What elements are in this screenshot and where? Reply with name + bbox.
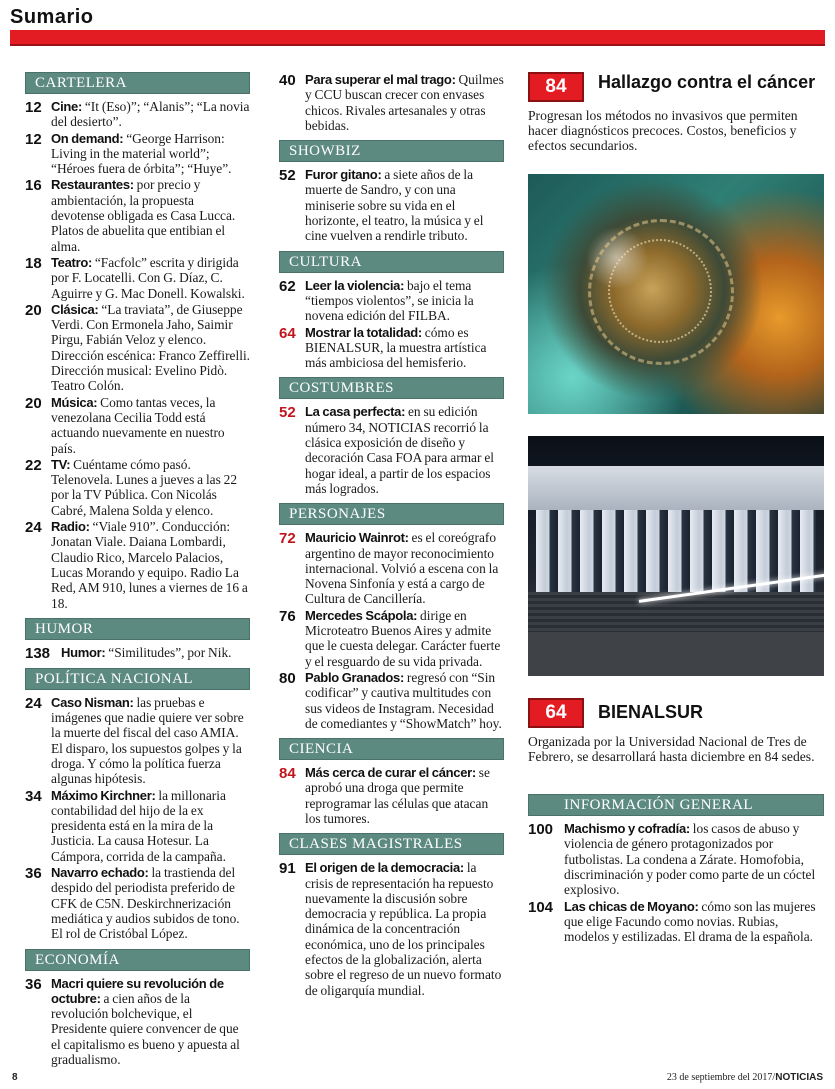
list-item (25, 99, 250, 130)
section-heading-cartelera: CARTELERA (25, 72, 250, 94)
list-item (25, 976, 250, 1068)
page-reference: 100 (528, 821, 554, 839)
item-label: Furor gitano: (305, 167, 382, 183)
item-label: TV: (51, 456, 71, 472)
item-text (305, 608, 504, 669)
item-label: Leer la violencia: (305, 277, 405, 293)
item-label: Las chicas de Moyano: (564, 898, 699, 914)
list-item (279, 765, 504, 826)
cancer-cell-image (528, 174, 824, 414)
item-text (51, 177, 250, 253)
item-label: Caso Nisman: (51, 694, 134, 710)
item-label: Música: (51, 394, 98, 410)
item-description: Quilmes y CCU buscan crecer con envases chicos. Rivales artesanales y otras bebidas. (305, 72, 504, 133)
list-item (25, 302, 250, 394)
section-heading-informacion: INFORMACIÓN GENERAL (528, 794, 824, 816)
page-reference: 16 (25, 177, 42, 195)
item-label: Teatro: (51, 254, 92, 270)
item-description: bajo el tema “tiempos violentos”, se inicia la novena edición del FILBA. (305, 277, 474, 324)
section-clases-list (279, 860, 504, 998)
item-label: Mercedes Scápola: (305, 607, 418, 623)
list-item (25, 255, 250, 301)
section-politica-list (25, 695, 250, 942)
section-heading-politica: POLÍTICA NACIONAL (25, 668, 250, 690)
page-reference: 138 (25, 644, 51, 662)
section-heading-humor: HUMOR (25, 618, 250, 640)
item-text (564, 899, 824, 945)
section-heading-economia: ECONOMÍA (25, 949, 250, 971)
footer-credit (667, 1072, 823, 1083)
section-heading-personajes: PERSONAJES (279, 503, 504, 525)
page-reference: 20 (25, 394, 42, 412)
item-label: Mauricio Wainrot: (305, 530, 409, 546)
page-reference: 34 (25, 787, 42, 805)
page-reference: 40 (279, 72, 296, 89)
item-text (51, 395, 250, 456)
item-description: en su edición número 34, NOTICIAS recorrió la clásica exposición de diseño y decoración Casa FOA para armar el hogar ideal, a partir de los espacios más logrados. (305, 404, 494, 496)
building-columns (536, 510, 816, 592)
item-text (51, 976, 250, 1068)
item-description: es el coreógrafo argentino de mayor reconocimiento internacional. Volvió a escena con la Novena Sinfonía y está a cargo de Cultura de Cancillería. (305, 530, 499, 607)
item-description: regresó con “Sin codificar” y cautiva multitudes con sus videos de Instagram. Necesidad de comediantes y “ShowMatch” hoy. (305, 669, 502, 731)
item-text (51, 695, 250, 787)
item-text (51, 788, 250, 864)
item-description: “La traviata”, de Giuseppe Verdi. Con Ermonela Jaho, Saimir Pirgu, Fabián Veloz y elenco. Dirección escénica: Franco Zeffirelli. Dirección musical: Evelino Pidò. Teatro Colón. (51, 301, 251, 394)
item-description: las pruebas e imágenes que nadie quiere ver sobre la muerte del fiscal del caso AMIA. El disparo, los supuestos golpes y la droga. Y cómo la política fuerza algunas hipótesis. (51, 694, 244, 787)
list-item (279, 72, 504, 133)
item-label: El origen de la democracia: (305, 860, 464, 876)
list-item (25, 695, 250, 787)
item-label: Humor: (61, 644, 106, 660)
item-text (305, 72, 504, 133)
item-label: Mostrar la totalidad: (305, 324, 422, 340)
page-reference: 22 (25, 456, 42, 474)
item-description: se aprobó una droga que permite reprogramar las células que atacan los tumores. (305, 765, 490, 826)
item-text (564, 821, 824, 897)
item-label: Restaurantes: (51, 177, 134, 193)
section-intro-list (279, 72, 504, 133)
list-item (25, 457, 250, 518)
page-reference: 62 (279, 277, 296, 295)
page-reference: 24 (25, 694, 42, 712)
list-item (279, 860, 504, 998)
section-cartelera-list (25, 99, 250, 611)
item-description: Como tantas veces, la venezolana Cecilia Todd está actuando nuevamente en nuestro país. (51, 394, 225, 456)
item-text (51, 99, 250, 130)
page-reference: 20 (25, 301, 42, 319)
section-personajes-list (279, 530, 504, 731)
page-reference: 36 (25, 865, 42, 883)
item-label: Radio: (51, 519, 90, 535)
item-label: On demand: (51, 130, 124, 146)
item-description: “Viale 910”. Conducción: Jonatan Viale. Daiana Lombardi, Claudio Rico, Marcelo Palacios, Lucas Morando y equipo. Radio La Red, AM 910, lunes a viernes de 16 a 18. (51, 519, 248, 611)
item-text (305, 325, 504, 371)
page-title: Sumario (10, 6, 94, 28)
list-item (25, 177, 250, 253)
page-badge: 84 (528, 72, 584, 102)
feature-title: BIENALSUR (598, 701, 704, 722)
section-heading-ciencia: CIENCIA (279, 738, 504, 760)
item-description: “Similitudes”, por Nik. (105, 644, 232, 660)
section-heading-clases: CLASES MAGISTRALES (279, 833, 504, 855)
section-heading-cultura: CULTURA (279, 251, 504, 273)
page-reference: 24 (25, 519, 42, 537)
list-item (279, 530, 504, 606)
list-item (279, 325, 504, 371)
item-label: Clásica: (51, 301, 99, 317)
item-text (51, 457, 250, 518)
footer-date: 23 de septiembre del 2017/ (666, 1072, 776, 1083)
page-reference: 12 (25, 99, 42, 116)
item-description: Cuéntame cómo pasó. Telenovela. Lunes a jueves a las 22 por la TV Pública. Con Nicolás Cabré, Malena Solda y elenco. (51, 456, 238, 518)
item-label: Cine: (51, 99, 83, 114)
list-item (528, 899, 824, 945)
feature-bienalsur-header (528, 698, 824, 728)
section-costumbres-list (279, 404, 504, 496)
item-label: Machismo y cofradía: (564, 821, 690, 837)
section-humor-list (25, 645, 250, 661)
column-left (25, 72, 250, 1068)
item-label: La casa perfecta: (305, 404, 406, 420)
item-description: la crisis de representación ha repuesto nuevamente la discusión sobre democracia y república. La propia dinámica de la concentración económica, uno de los principales efectos de la globalización, alerta sobre el regreso de un nuevo formato de oligarquía mundial. (305, 860, 502, 998)
list-item (25, 645, 250, 661)
item-description: la millonaria contabilidad del hijo de la ex presidenta está en la mira de la Justicia. La causa Hotesur. La Cámpora, corrida de la campaña. (51, 787, 226, 864)
page-reference: 36 (25, 975, 42, 993)
building-photo (528, 436, 824, 676)
section-heading-showbiz: SHOWBIZ (279, 140, 504, 162)
item-label: Navarro echado: (51, 865, 149, 881)
item-text (51, 255, 250, 301)
item-description: “George Harrison: Living in the material world”; “Héroes fuera de órbita”; “Huye”. (51, 130, 232, 177)
item-text (61, 645, 250, 661)
list-item (279, 404, 504, 496)
page-badge: 64 (528, 698, 584, 728)
page-reference: 64 (279, 324, 296, 342)
page-reference: 52 (279, 167, 296, 185)
page-reference: 104 (528, 898, 554, 916)
item-label: Para superar el mal trago: (305, 72, 456, 87)
list-item (25, 395, 250, 456)
item-label: Más cerca de curar el cáncer: (305, 765, 476, 781)
list-item (25, 519, 250, 611)
item-description: los casos de abuso y violencia de género protagonizados por futbolistas. La condena a Zárate. Homofobia, discriminación y poder como parte de un cóctel explosivo. (564, 821, 816, 898)
column-right (528, 72, 824, 945)
section-info-list (528, 821, 824, 944)
page-reference: 52 (279, 404, 296, 422)
item-text (51, 519, 250, 611)
item-text (51, 131, 250, 177)
item-text (51, 302, 250, 394)
item-description: dirige en Microteatro Buenos Aires y admite que le cuesta delegar. Carácter fuerte y el resguardo de su vida privada. (305, 607, 501, 669)
item-description: la trastienda del despido del periodista preferido de CFK de C5N. Deskirchnerización mediática y audios subidos de tono. El rol de Cristóbal López. (51, 865, 240, 942)
section-economia-list (25, 976, 250, 1068)
item-description: cómo son las mujeres que elige Facundo como novias. Rubias, modelos y estilizadas. El drama de la española. (564, 898, 816, 945)
item-text (305, 167, 504, 243)
page-reference: 76 (279, 607, 296, 625)
item-label: Pablo Granados: (305, 669, 405, 685)
column-middle (279, 72, 504, 999)
list-item (528, 821, 824, 897)
item-text (305, 278, 504, 324)
item-label: Máximo Kirchner: (51, 787, 156, 803)
item-text (305, 404, 504, 496)
page-reference: 84 (279, 765, 296, 783)
feature-title: Hallazgo contra el cáncer (598, 72, 816, 92)
item-description: por precio y ambientación, la propuesta devotense obligada es Casa Lucca. Platos de abuelita que entibian el alma. (51, 177, 236, 254)
header-red-bar (10, 30, 825, 46)
list-item (279, 670, 504, 731)
page-reference: 18 (25, 254, 42, 272)
page-reference: 80 (279, 669, 296, 687)
item-text (305, 670, 504, 731)
item-description: “Facfolc” escrita y dirigida por F. Locatelli. Con G. Díaz, C. Aguirre y G. Mac Donell. Kowalski. (51, 254, 245, 301)
item-text (305, 860, 504, 998)
item-text (51, 865, 250, 941)
feature-summary: Organizada por la Universidad Nacional de Tres de Febrero, se desarrollará hasta diciembre en 84 sedes. (528, 733, 815, 764)
feature-summary: Progresan los métodos no invasivos que permiten hacer diagnósticos precoces. Costos, beneficios y efectos secundarios. (528, 108, 798, 154)
item-description: a cien años de la revolución bolchevique, el Presidente quiere convencer de que el capitalismo es bueno y apuesta al gradualismo. (51, 990, 240, 1068)
building-pediment (528, 466, 824, 510)
list-item (25, 865, 250, 941)
page-number: 8 (12, 1072, 18, 1083)
page-reference: 12 (25, 130, 42, 148)
section-ciencia-list (279, 765, 504, 826)
page-reference: 72 (279, 530, 296, 548)
section-cultura-list (279, 278, 504, 371)
list-item (279, 278, 504, 324)
item-description: “It (Eso)”; “Alanis”; “La novia del desierto”. (51, 99, 250, 130)
section-showbiz-list (279, 167, 504, 243)
item-label: Macri quiere su revolución de octubre: (51, 975, 224, 1006)
item-description: a siete años de la muerte de Sandro, y con una miniserie sobre su vida en el horizonte, el teatro, la música y el cine vuelven a rendirle tributo. (305, 167, 484, 244)
item-text (305, 530, 504, 606)
feature-cancer-header (528, 72, 824, 102)
item-text (305, 765, 504, 826)
list-item (25, 131, 250, 177)
list-item (25, 788, 250, 864)
list-item (279, 167, 504, 243)
cell-core-shape (608, 239, 712, 343)
section-heading-costumbres: COSTUMBRES (279, 377, 504, 399)
item-description: cómo es BIENALSUR, la muestra artística más ambiciosa del hemisferio. (305, 324, 487, 371)
page-reference: 91 (279, 860, 296, 878)
footer-magazine: NOTICIAS (775, 1072, 823, 1083)
street-area (528, 632, 824, 676)
list-item (279, 608, 504, 669)
